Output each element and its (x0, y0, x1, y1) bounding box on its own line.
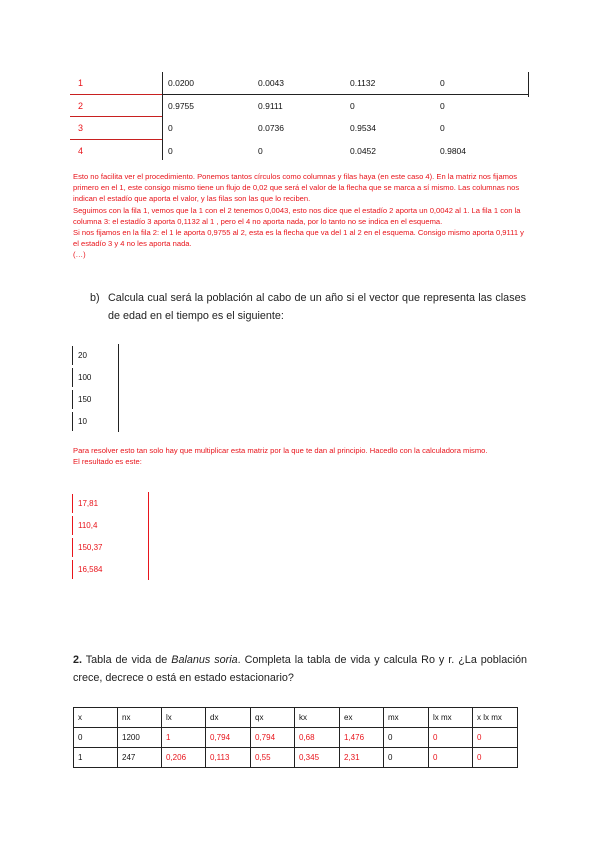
table-row (74, 728, 518, 748)
table-cell: 1200 (118, 728, 162, 748)
answer-paragraph: El resultado es este: (73, 457, 142, 467)
table-cell: 0,794 (251, 728, 295, 748)
age-class-vector (72, 344, 122, 432)
column-header: dx (206, 708, 251, 728)
matrix-cell: 0 (440, 100, 445, 111)
vector-value: 20 (78, 351, 87, 360)
table-cell: 0,345 (295, 748, 340, 768)
matrix-cell: 0 (258, 145, 263, 156)
vector-value: 150 (78, 395, 92, 404)
matrix-cell: 0 (168, 145, 173, 156)
table-cell: 2,31 (340, 748, 384, 768)
vector-row (72, 558, 152, 580)
column-header: lx (162, 708, 206, 728)
matrix-cell: 0 (350, 100, 355, 111)
matrix-cell: 0 (168, 123, 173, 133)
column-header: nx (118, 708, 162, 728)
vector-value: 17,81 (78, 499, 99, 508)
row-label: 2 (78, 100, 84, 111)
vector-row (72, 410, 122, 432)
table-cell: 0 (384, 748, 429, 768)
vector-value: 16,584 (78, 565, 103, 574)
matrix-row (70, 117, 530, 140)
column-header: lx mx (429, 708, 473, 728)
table-cell: 1 (162, 728, 206, 748)
row-label: 1 (78, 78, 84, 88)
table-cell: 0,206 (162, 748, 206, 768)
matrix-cell: 0.0043 (258, 78, 284, 88)
table-cell: 0,68 (295, 728, 340, 748)
explanation-paragraph: Si nos fijamos en la fila 2: el 1 le aporta 0,9755 al 2, esta es la flecha que va del 1 al 2 en el esquema. Consigo mismo aporta 0,9111 y el estadío 3 y 4 no les aporta nada. (73, 228, 524, 249)
vector-row (72, 344, 122, 366)
matrix-cell: 0.9755 (168, 100, 194, 111)
row-label: 4 (78, 145, 84, 156)
table-cell: 1 (74, 748, 118, 768)
vector-row (72, 514, 152, 536)
vector-value: 100 (78, 373, 92, 382)
transition-matrix (70, 72, 530, 162)
column-header: x lx mx (473, 708, 518, 728)
table-cell: 0,55 (251, 748, 295, 768)
matrix-row (70, 95, 530, 118)
explanation-paragraph: Seguimos con la fila 1, vemos que la 1 con el 2 tenemos 0,0043, esto nos dice que el estadío 2 aporta un 0,0042 al 1. La fila 1 con la columna 3: el estadío 3 aporta 0,1132 al 1 , pero el 4 no aporta nada, por lo tanto no se indica en el esquema. (73, 205, 521, 226)
vector-value: 10 (78, 417, 87, 426)
column-header: mx (384, 708, 429, 728)
vector-value: 150,37 (78, 543, 103, 552)
table-cell: 0 (429, 748, 473, 768)
question-b-marker: b) (90, 292, 100, 304)
column-header: qx (251, 708, 295, 728)
question-2: 2. Tabla de vida de Balanus soria. Completa la tabla de vida y calcula Ro y r. ¿La población crece, decrece o está en estado estacionario? (73, 654, 528, 684)
column-header: x (74, 708, 118, 728)
table-cell: 1,476 (340, 728, 384, 748)
vector-row (72, 536, 152, 558)
table-cell: 0,794 (206, 728, 251, 748)
table-cell: 247 (118, 748, 162, 768)
question-number: 2. (73, 654, 83, 666)
table-cell: 0 (473, 748, 518, 768)
answer-b (73, 445, 527, 467)
table-cell: 0 (473, 728, 518, 748)
column-header: kx (295, 708, 340, 728)
matrix-cell: 0.9534 (350, 123, 376, 133)
matrix-cell: 0.0452 (350, 145, 376, 156)
answer-paragraph: Para resolver esto tan solo hay que multiplicar esta matriz por la que te dan al principio. Hacedlo con la calculadora mismo. (73, 446, 488, 455)
matrix-row (70, 72, 530, 95)
vector-row (72, 366, 122, 388)
matrix-cell: 0 (440, 123, 445, 133)
table-header-row (74, 708, 518, 728)
matrix-cell: 0.9804 (440, 145, 466, 156)
vector-row (72, 388, 122, 410)
table-cell: 0 (384, 728, 429, 748)
matrix-cell: 0.0736 (258, 123, 284, 133)
life-table (73, 707, 518, 768)
matrix-cell: 0.0200 (168, 78, 194, 88)
explanation-paragraph: (…) (73, 250, 86, 260)
table-row (74, 748, 518, 768)
matrix-cell: 0.1132 (350, 78, 376, 88)
result-vector (72, 492, 152, 580)
matrix-cell: 0.9111 (258, 100, 283, 111)
table-cell: 0 (74, 728, 118, 748)
matrix-explanation (73, 171, 527, 261)
row-label: 3 (78, 123, 84, 133)
vector-row (72, 492, 152, 514)
vector-value: 110,4 (78, 521, 98, 530)
explanation-paragraph: Esto no facilita ver el procedimiento. Ponemos tantos círculos como columnas y filas haya (en este caso 4). En la matriz nos fijamos primero en el 1, este consigo mismo tiene un flujo de 0,02 que será el valor de la flecha que se marca a sí mismo. Las columnas nos indican el estadío que aporta el valor, y las filas son las que lo reciben. (73, 172, 520, 204)
question-b-text: Calcula cual será la población al cabo de un año si el vector que representa las clases de edad en el tiempo es el siguiente: (108, 292, 526, 322)
table-cell: 0 (429, 728, 473, 748)
matrix-cell: 0 (440, 78, 445, 88)
column-header: ex (340, 708, 384, 728)
species-name: Balanus soria (171, 654, 238, 666)
table-cell: 0,113 (206, 748, 251, 768)
matrix-row (70, 140, 530, 163)
